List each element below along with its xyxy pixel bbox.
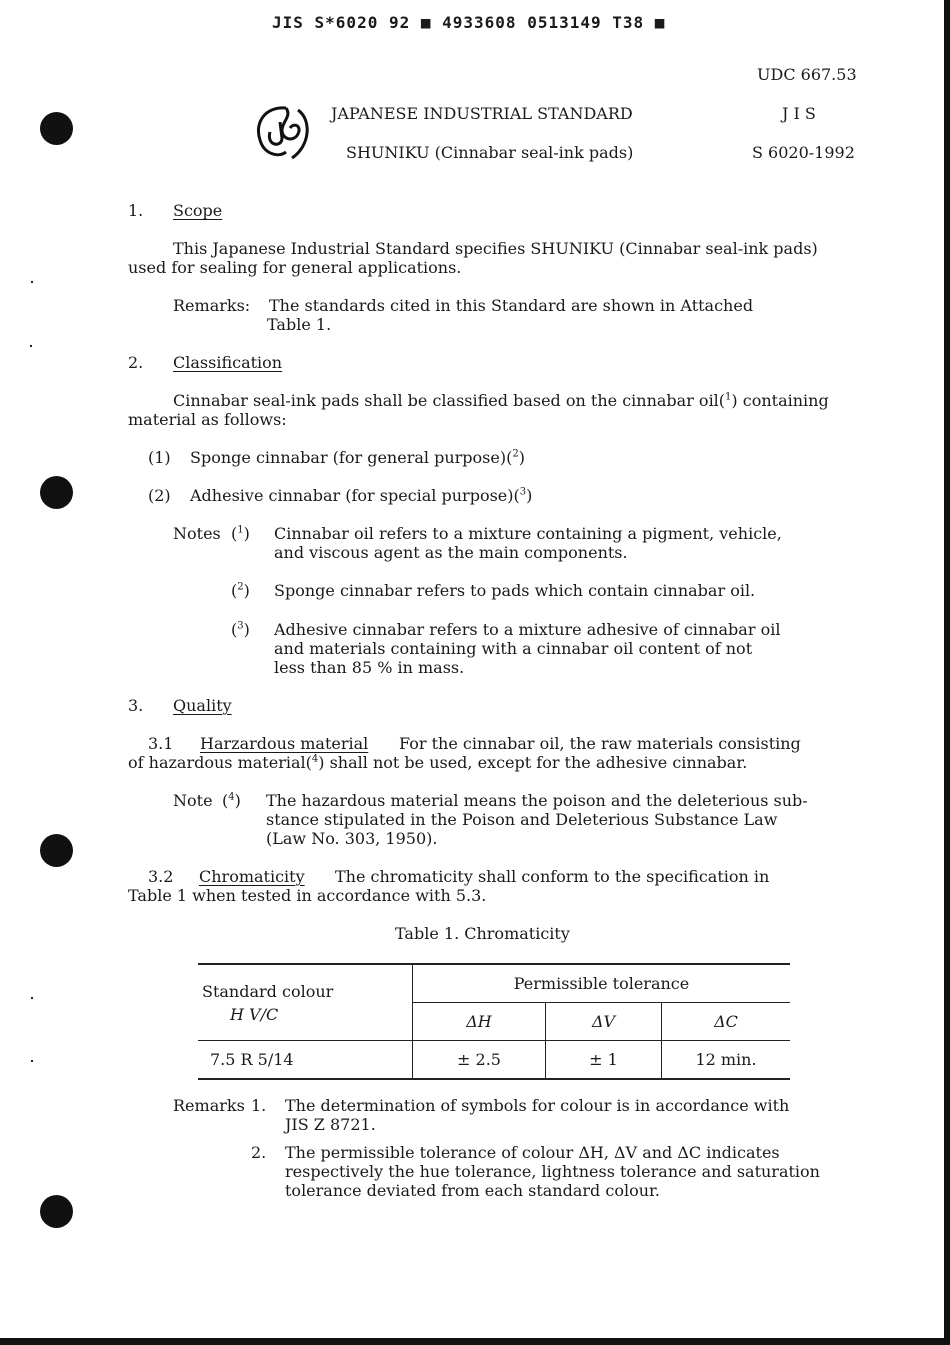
remark-1-line1: The determination of symbols for colour is in accordance with [285, 1096, 790, 1115]
item-2-text: Adhesive cinnabar (for special purpose)($^3$) [190, 486, 533, 505]
table-remarks-label: Remarks [173, 1096, 245, 1115]
note-4-line1: The hazardous material means the poison and the deleterious sub- [266, 791, 808, 810]
cell-standard-colour: 7.5 R 5/14 [198, 1041, 413, 1080]
chromaticity-table [198, 963, 790, 1080]
remark-2-line3: tolerance deviated from each standard colour. [285, 1181, 660, 1200]
punch-hole [40, 1195, 73, 1228]
scan-speck [31, 1060, 33, 1062]
standard-number: S 6020-1992 [752, 143, 855, 162]
item-1-number: (1) [148, 448, 171, 467]
note-4-marker: ($^4$) [222, 791, 241, 810]
punch-hole [40, 834, 73, 867]
remarks-line1: The standards cited in this Standard are shown in Attached [269, 296, 754, 315]
remark-2-line2: respectively the hue tolerance, lightness tolerance and saturation [285, 1162, 820, 1181]
section-1-number: 1. [128, 201, 144, 220]
section-3-1-heading: Harzardous material [200, 734, 369, 753]
standard-colour-label: Standard colour [202, 981, 334, 1001]
section-3-2-number: 3.2 [148, 867, 174, 886]
cell-delta-h: ± 2.5 [413, 1041, 546, 1080]
scan-speck [31, 997, 33, 999]
section-3-2-heading: Chromaticity [199, 867, 305, 886]
punch-hole [40, 476, 73, 509]
classification-line2: material as follows: [128, 410, 287, 429]
item-1-text: Sponge cinnabar (for general purpose)($^2$) [190, 448, 525, 467]
remark-2-line1: The permissible tolerance of colour ΔH, ΔV and ΔC indicates [285, 1143, 780, 1162]
note-1-line2: and viscous agent as the main components. [274, 543, 628, 562]
delta-h-header: ΔH [413, 1003, 546, 1041]
scan-edge-bottom [0, 1338, 950, 1345]
note-3-line1: Adhesive cinnabar refers to a mixture adhesive of cinnabar oil [274, 620, 781, 639]
scan-speck [30, 345, 32, 347]
section-3-2-line2: Table 1 when tested in accordance with 5.3. [128, 886, 487, 905]
scan-speck [31, 281, 33, 283]
section-1-heading: Scope [173, 201, 223, 220]
hvc-label: H V/C [230, 1004, 279, 1024]
udc-number: UDC 667.53 [757, 65, 857, 84]
section-3-1-number: 3.1 [148, 734, 174, 753]
note-1-line1: Cinnabar oil refers to a mixture containing a pigment, vehicle, [274, 524, 782, 543]
note-2-line1: Sponge cinnabar refers to pads which contain cinnabar oil. [274, 581, 756, 600]
cell-delta-c: 12 min. [662, 1041, 791, 1080]
jis-logo-icon [252, 102, 316, 164]
header-code: JIS S*6020 92 ■ 4933608 0513149 T38 ■ [272, 13, 666, 32]
note-4-line3: (Law No. 303, 1950). [266, 829, 438, 848]
remarks-line2: Table 1. [267, 315, 332, 334]
delta-c-header: ΔC [662, 1003, 791, 1041]
note-4-label: Note [173, 791, 213, 810]
item-2-number: (2) [148, 486, 171, 505]
permissible-tolerance-header: Permissible tolerance [413, 964, 791, 1003]
jis-label: J I S [782, 104, 816, 123]
note-3-marker: ($^3$) [231, 620, 250, 639]
section-3-1-line1: For the cinnabar oil, the raw materials consisting [399, 734, 801, 753]
section-2-heading: Classification [173, 353, 283, 372]
section-3-number: 3. [128, 696, 144, 715]
standard-subtitle: SHUNIKU (Cinnabar seal-ink pads) [346, 143, 634, 162]
remark-2-number: 2. [251, 1143, 267, 1162]
cell-delta-v: ± 1 [546, 1041, 662, 1080]
punch-hole [40, 112, 73, 145]
remark-1-number: 1. [251, 1096, 267, 1115]
note-1-marker: ($^1$) [231, 524, 250, 543]
note-3-line2: and materials containing with a cinnabar oil content of not [274, 639, 753, 658]
classification-line1: Cinnabar seal-ink pads shall be classified based on the cinnabar oil($^1$) containing [173, 391, 829, 410]
remark-1-line2: JIS Z 8721. [285, 1115, 376, 1134]
section-3-2-line1: The chromaticity shall conform to the specification in [335, 867, 770, 886]
note-3-line3: less than 85 % in mass. [274, 658, 465, 677]
standard-title: JAPANESE INDUSTRIAL STANDARD [331, 104, 633, 123]
table-caption: Table 1. Chromaticity [395, 924, 570, 943]
scan-edge-right [944, 0, 950, 1345]
table-header-row [198, 964, 790, 1003]
delta-v-header: ΔV [546, 1003, 662, 1041]
section-3-heading: Quality [173, 696, 232, 715]
note-4-line2: stance stipulated in the Poison and Deleterious Substance Law [266, 810, 778, 829]
section-3-1-line2: of hazardous material($^4$) shall not be used, except for the adhesive cinnabar. [128, 753, 748, 772]
notes-label: Notes [173, 524, 221, 543]
table-row [198, 1041, 790, 1080]
section-2-number: 2. [128, 353, 144, 372]
remarks-label: Remarks: [173, 296, 251, 315]
standard-colour-header [198, 964, 413, 1041]
scope-paragraph-line1: This Japanese Industrial Standard specifies SHUNIKU (Cinnabar seal-ink pads) [173, 239, 818, 258]
note-2-marker: ($^2$) [231, 581, 250, 600]
scope-paragraph-line2: used for sealing for general applications. [128, 258, 462, 277]
